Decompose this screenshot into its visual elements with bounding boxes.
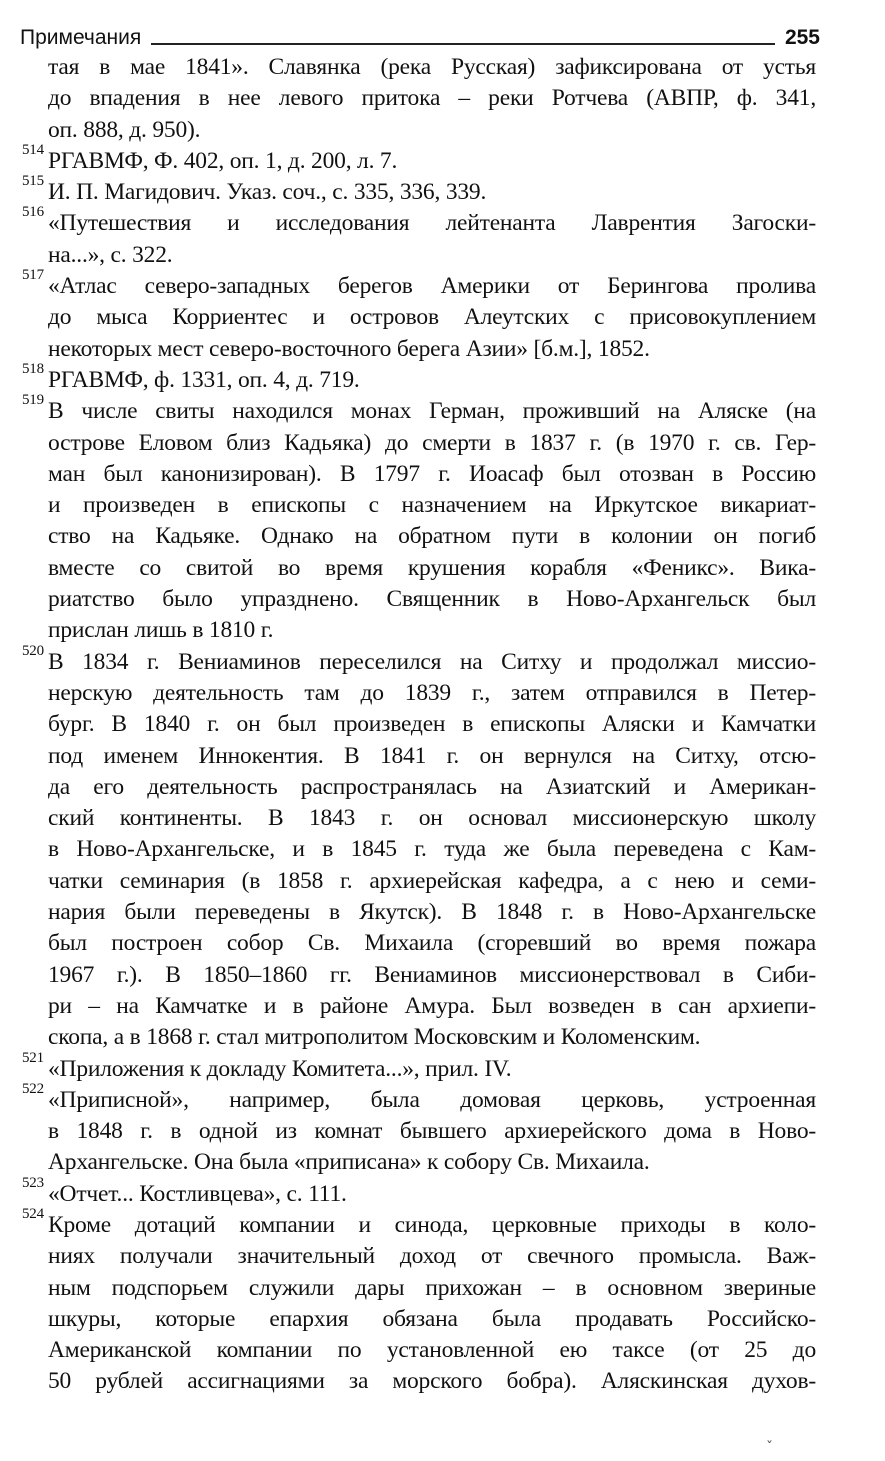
footnote-number: 520 xyxy=(22,642,44,659)
footnote xyxy=(22,204,816,271)
footnote-line: И. П. Магидович. Указ. соч., с. 335, 336, 339. xyxy=(48,179,487,206)
header-rule xyxy=(151,43,775,45)
footnote-line: да его деятельность распространялась на Азиатский и Американ- xyxy=(48,773,816,800)
page-number: 255 xyxy=(784,26,820,49)
footnote-line: бург. В 1840 г. он был произведен в епископы Аляски и Камчатки xyxy=(48,711,816,738)
footnote-line: ным подспорьем служили дары прихожан – в основном звериные xyxy=(48,1274,816,1301)
footnote xyxy=(22,1080,816,1179)
footnote-line: до мыса Корриентес и островов Алеутских с присовокуплением xyxy=(48,304,816,331)
footnote xyxy=(22,141,816,177)
footnote-line: В числе свиты находился монах Герман, проживший на Аляске (на xyxy=(48,398,816,425)
footnote-line: под именем Иннокентия. В 1841 г. он вернулся на Ситху, отсю- xyxy=(48,742,816,769)
footnote-number: 521 xyxy=(22,1049,44,1066)
footnote-number: 514 xyxy=(22,141,44,158)
footnote-line: некоторых мест северо-восточного берега Азии» [б.м.], 1852. xyxy=(48,335,650,362)
footnote-line: Американской компании по установленной ею таксе (от 25 до xyxy=(48,1337,816,1364)
footnote-line: оп. 888, д. 950). xyxy=(48,116,201,143)
footnote-line: до впадения в нее левого притока – реки Ротчева (АВПР, ф. 341, xyxy=(48,85,816,112)
scan-artifact: ˇ xyxy=(766,1440,773,1456)
running-header xyxy=(20,20,820,50)
footnote-line: 1967 г.). В 1850–1860 гг. Вениаминов миссионерствовал в Сиби- xyxy=(48,961,816,988)
footnote xyxy=(22,267,816,365)
footnote-number: 522 xyxy=(22,1080,44,1097)
footnote-number: 516 xyxy=(22,204,44,221)
footnote-number: 524 xyxy=(22,1205,44,1222)
footnote-line: «Отчет... Костливцева», с. 111. xyxy=(48,1180,347,1207)
footnote-line: чатки семинария (в 1858 г. архиерейская кафедра, а с нею и семи- xyxy=(48,867,816,894)
footnote xyxy=(22,1174,816,1210)
footnote-line: острове Еловом близ Кадьяка) до смерти в 1837 г. (в 1970 г. св. Гер- xyxy=(48,429,816,456)
footnote-line: Архангельске. Она была «приписана» к собору Св. Михаила. xyxy=(48,1149,650,1176)
footnote xyxy=(22,392,816,646)
footnote-line: Кроме дотаций компании и синода, церковные приходы в коло- xyxy=(48,1211,816,1238)
footnote-line: нария были переведены в Якутск). В 1848 г. в Ново-Архангельске xyxy=(48,899,816,926)
footnote-line: вместе со свитой во время крушения корабля «Феникс». Вика- xyxy=(48,554,816,581)
footnote-line: на...», с. 322. xyxy=(48,241,173,268)
footnote-line: РГАВМФ, ф. 1331, оп. 4, д. 719. xyxy=(48,366,360,393)
footnote xyxy=(22,360,816,396)
footnote-number: 517 xyxy=(22,267,44,284)
footnote-line: ство на Кадьяке. Однако на обратном пути в колонии он погиб xyxy=(48,523,816,550)
footnote-line: «Приложения к докладу Комитета...», прил. IV. xyxy=(48,1055,512,1082)
footnote-number: 518 xyxy=(22,360,44,377)
footnote-line: «Приписной», например, была домовая церковь, устроенная xyxy=(48,1086,816,1113)
footnote xyxy=(22,52,816,146)
footnote-line: риатство было упразднено. Священник в Ново-Архангельск был xyxy=(48,586,816,613)
footnote-line: шкуры, которые епархия обязана была продавать Российско- xyxy=(48,1305,816,1332)
footnote-line: в Ново-Архангельске, и в 1845 г. туда же была переведена с Кам- xyxy=(48,836,816,863)
footnote-line: тая в мае 1841». Славянка (река Русская) зафиксирована от устья xyxy=(48,54,816,80)
footnote-line: в 1848 г. в одной из комнат бывшего архиерейского дома в Ново- xyxy=(48,1118,816,1145)
section-title: Примечания xyxy=(20,26,142,49)
footnote-line: ман был канонизирован). В 1797 г. Иоасаф был отозван в Россию xyxy=(48,460,816,487)
footnote-number: 515 xyxy=(22,173,44,190)
footnote-line: В 1834 г. Вениаминов переселился на Ситху и продолжал миссио- xyxy=(48,648,816,675)
footnote-line: прислан лишь в 1810 г. xyxy=(48,617,274,644)
footnote-line: 50 рублей ассигнациями за морского бобра). Аляскинская духов- xyxy=(48,1368,816,1395)
footnote-line: «Атлас северо-западных берегов Америки от Берингова пролива xyxy=(48,273,816,300)
footnote-number: 523 xyxy=(22,1174,44,1191)
footnote xyxy=(22,1205,816,1398)
footnote-line: и произведен в епископы с назначением на Иркутское викариат- xyxy=(48,492,816,519)
footnote-line: скопа, а в 1868 г. стал митрополитом Московским и Коломенским. xyxy=(48,1024,701,1051)
notes-body xyxy=(22,52,816,1398)
footnote-line: ри – на Камчатке и в районе Амура. Был возведен в сан архиепи- xyxy=(48,992,816,1019)
footnote xyxy=(22,1049,816,1085)
footnote-number: 519 xyxy=(22,392,44,409)
footnote-line: РГАВМФ, Ф. 402, оп. 1, д. 200, л. 7. xyxy=(48,147,398,174)
footnote-line: «Путешествия и исследования лейтенанта Лаврентия Загоски- xyxy=(48,210,816,237)
footnote-line: ский континенты. В 1843 г. он основал миссионерскую школу xyxy=(48,805,816,832)
footnote-line: нерскую деятельность там до 1839 г., затем отправился в Петер- xyxy=(48,679,816,706)
footnote xyxy=(22,642,816,1054)
footnote-line: ниях получали значительный доход от свечного промысла. Важ- xyxy=(48,1243,816,1270)
footnote-line: был построен собор Св. Михаила (сгоревший во время пожара xyxy=(48,930,816,957)
footnote xyxy=(22,173,816,208)
